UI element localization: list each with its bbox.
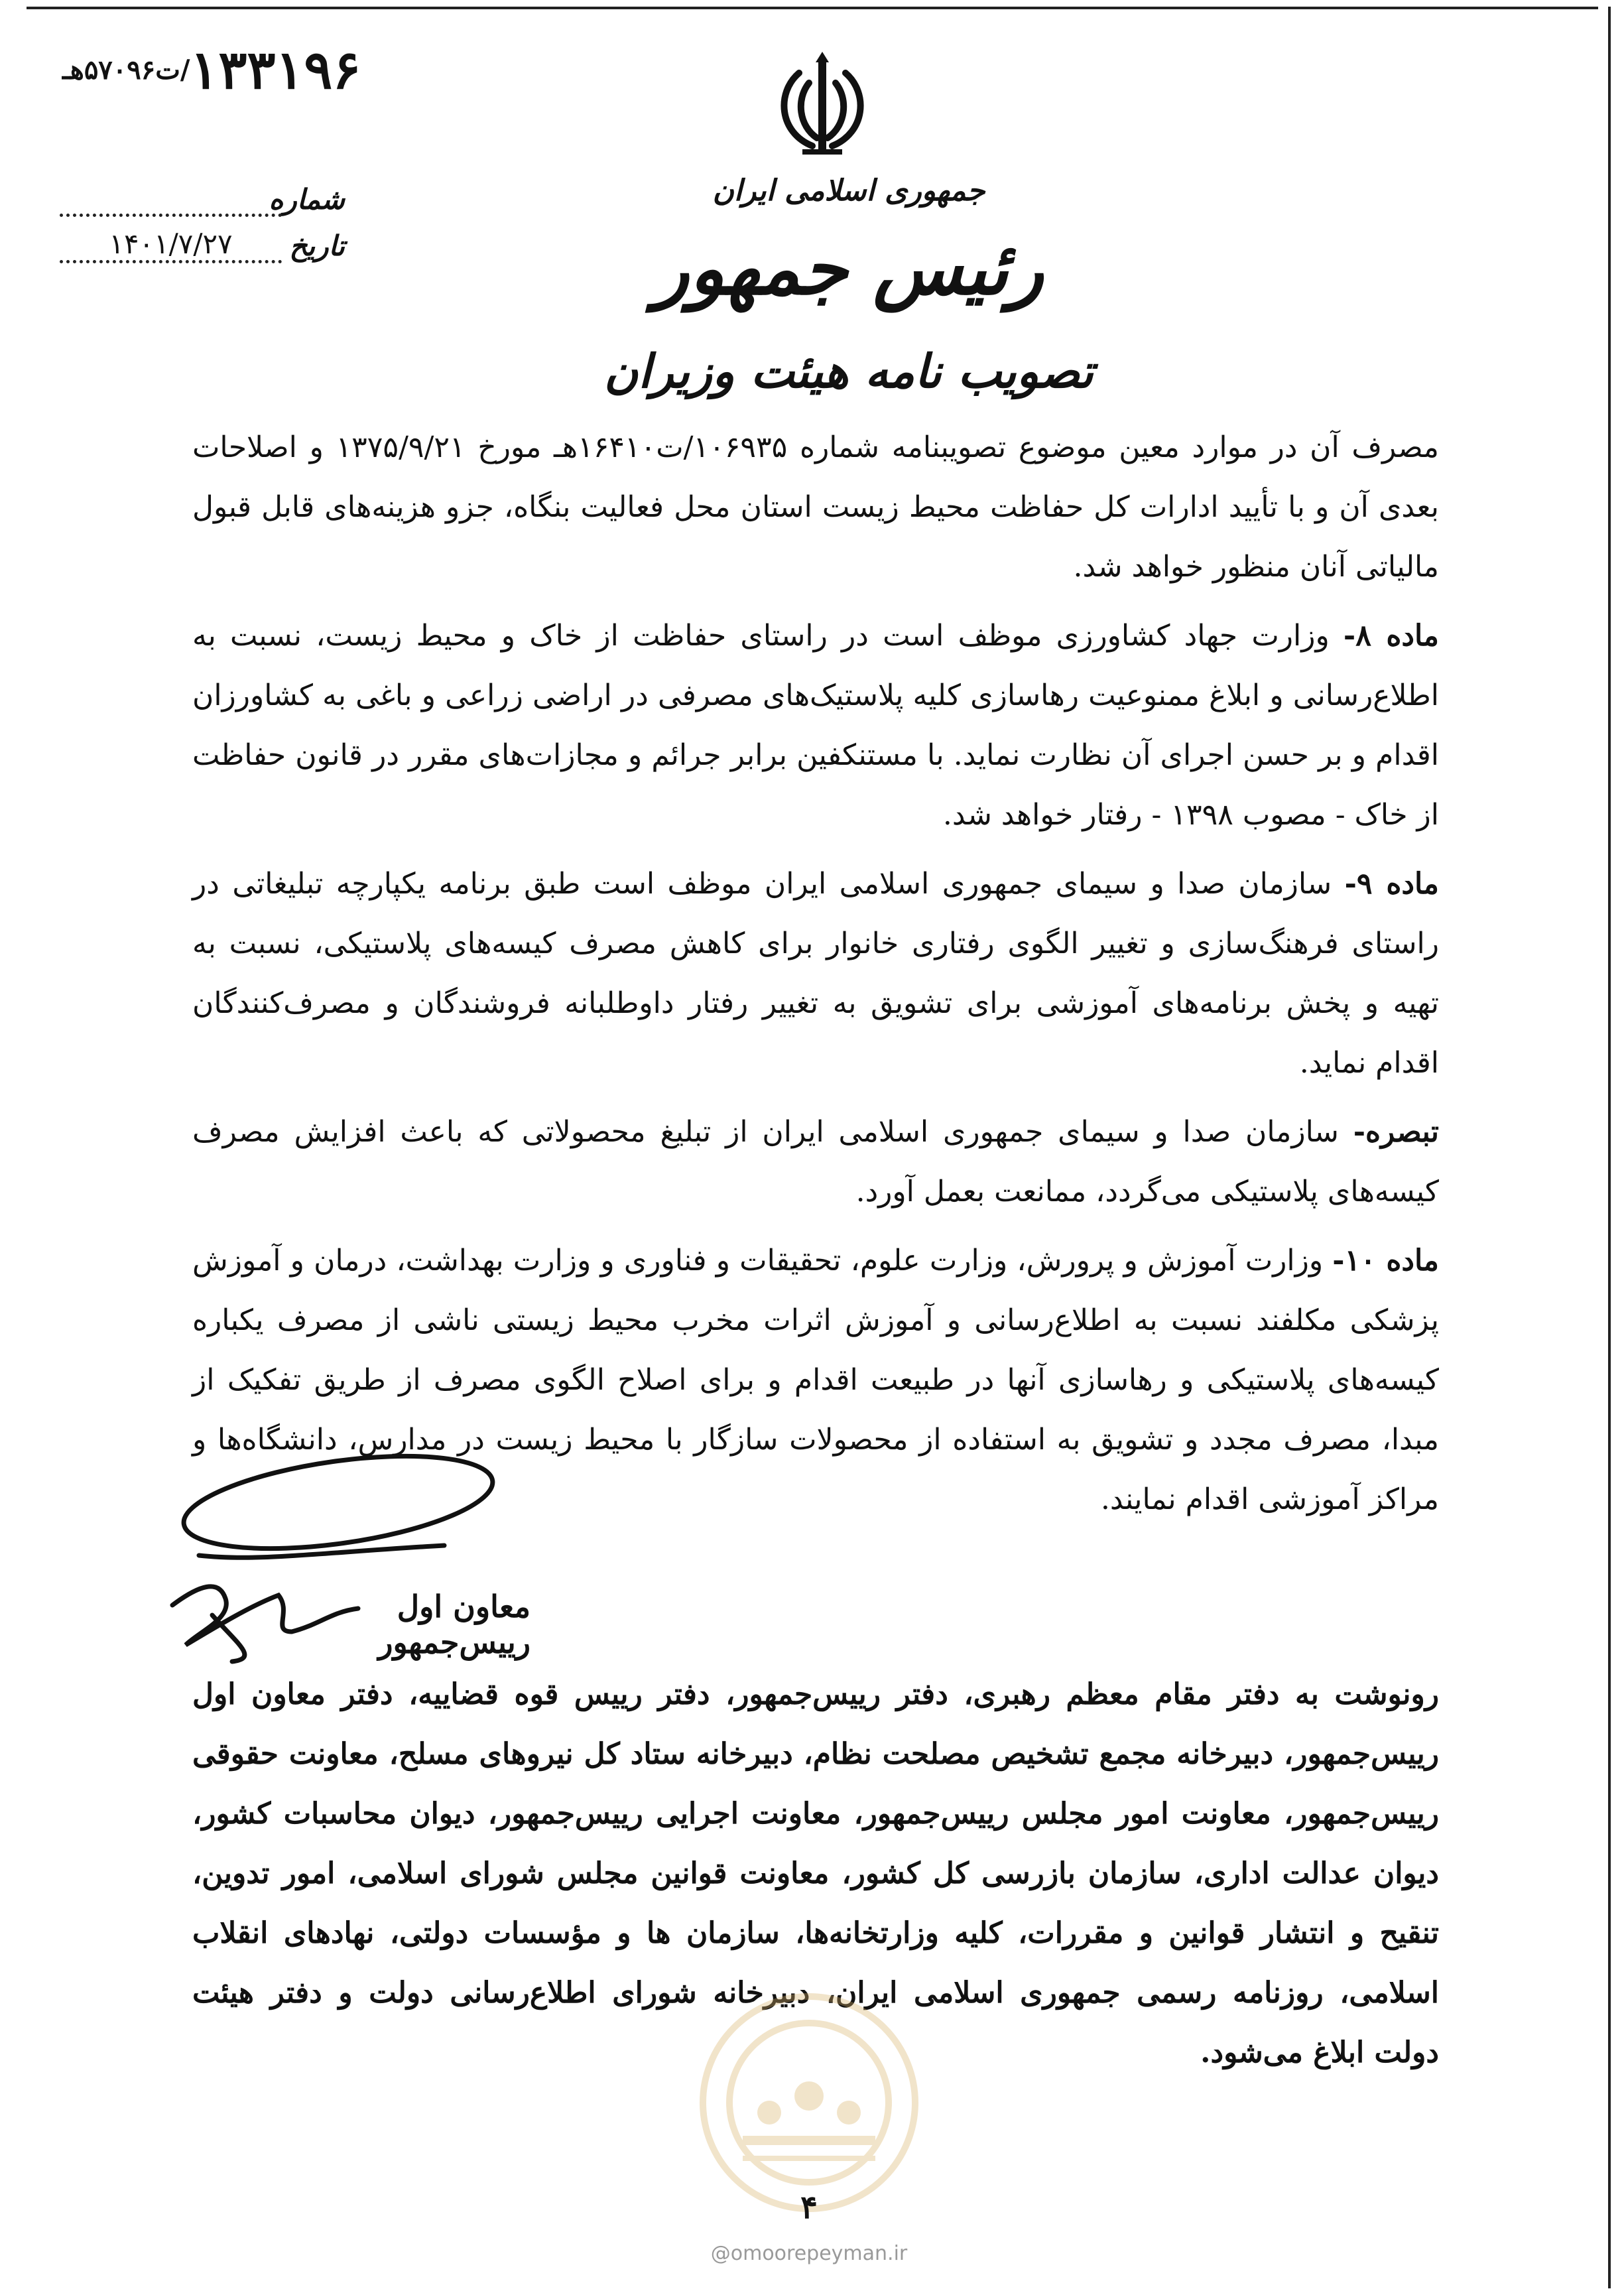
note-label: تبصره-	[1353, 1115, 1439, 1149]
decree-body	[192, 418, 1439, 1539]
paragraph-continuation: مصرف آن در موارد معین موضوع تصویبنامه شماره ۱۰۶۹۳۵/ت۱۶۴۱۰هـ مورخ ۱۳۷۵/۹/۲۱ و اصلاحات بعدی آن و با تأیید ادارات کل حفاظت محیط زیست استان محل فعالیت بنگاه، جزو هزینه‌های قابل قبول مالیاتی آنان منظور خواهد شد.	[192, 430, 1439, 584]
page-number: ۴	[800, 2189, 818, 2226]
header-office: رئیس جمهور	[654, 226, 1044, 311]
article-8	[192, 606, 1439, 845]
watermark-site: @omoorepeyman.ir	[710, 2242, 908, 2265]
seal-watermark-icon	[690, 1983, 928, 2222]
letter-meta	[60, 176, 345, 275]
article-9-text: سازمان صدا و سیمای جمهوری اسلامی ایران موظف است طبق برنامه یکپارچه تبلیغاتی در راستای فرهنگ‌سازی و تغییر الگوی رفتاری خانوار برای کاهش مصرف کیسه‌های پلاستیکی، نسبت به تهیه و پخش برنامه‌های آموزشی برای تشویق به تغییر رفتار داوطلبانه فروشندگان و مصرف‌کنندگان اقدام نماید.	[192, 867, 1439, 1080]
meta-number-row	[60, 176, 345, 222]
header-country: جمهوری اسلامی ایران	[712, 174, 985, 208]
article-9	[192, 854, 1439, 1093]
reference-number	[46, 33, 458, 106]
date-label: تاریخ	[289, 229, 345, 262]
right-border-line	[1608, 7, 1611, 2288]
note-text: سازمان صدا و سیمای جمهوری اسلامی ایران از تبلیغ محصولاتی که باعث افزایش مصرف کیسه‌های پلاستیکی می‌گردد، ممانعت بعمل آورد.	[192, 1115, 1439, 1209]
reference-main-number: ۱۳۳۱۹۶	[190, 38, 361, 101]
article-8-label: ماده ۸-	[1343, 619, 1439, 653]
carbon-copy-list: رونوشت به دفتر مقام معظم رهبری، دفتر رییس‌جمهور، دفتر رییس قوه قضاییه، دفتر معاون اول رییس‌جمهور، دبیرخانه مجمع تشخیص مصلحت نظام، دبیرخانه ستاد کل نیروهای مسلح، معاونت حقوقی رییس‌جمهور، معاونت امور مجلس رییس‌جمهور، معاونت اجرایی رییس‌جمهور، دیوان محاسبات کشور، دیوان عدالت اداری، سازمان بازرسی کل کشور، معاونت قوانین مجلس شورای اسلامی، امور تدوین، تنقیح و انتشار قوانین و مقررات، کلیه وزارتخانه‌ها، سازمان ها و مؤسسات دولتی، نهادهای انقلاب اسلامی، روزنامه رسمی جمهوری اسلامی ایران، دبیرخانه شورای اطلاع‌رسانی دولت و دفتر هیئت دولت ابلاغ می‌شود.	[192, 1677, 1439, 2069]
article-8-text: وزارت جهاد کشاورزی موظف است در راستای حفاظت از خاک و محیط زیست، نسبت به اطلاع‌رسانی و ابلاغ ممنوعیت رهاسازی کلیه پلاستیک‌های مصرفی در اراضی زراعی و باغی به کشاورزان اقدام و بر حسن اجرای آن نظارت نماید. با مستنکفین برابر جرائم و مجازات‌های مقرر در قانون حفاظت از خاک - مصوب ۱۳۹۸ - رفتار خواهد شد.	[192, 619, 1439, 832]
meta-date-row	[60, 222, 345, 269]
article-10-text: وزارت آموزش و پرورش، وزارت علوم، تحقیقات و فناوری و وزارت بهداشت، درمان و آموزش پزشکی مکلفند نسبت به اطلاع‌رسانی و آموزش اثرات مخرب محیط زیستی ناشی از مصرف یکباره کیسه‌های پلاستیکی و رهاسازی آنها در طبیعت اقدام و برای اصلاح الگوی مصرف از طریق تفکیک از مبدا، مصرف مجدد و تشویق به استفاده از محصولات سازگار با محیط زیست در مدارس، دانشگاه‌ها و مراکز آموزشی اقدام نمایند.	[192, 1244, 1439, 1516]
number-label: شماره	[269, 182, 345, 216]
number-value	[60, 182, 282, 217]
reference-code: /ت۵۷۰۹۶هـ	[62, 54, 190, 86]
article-9-note	[192, 1102, 1439, 1222]
article-10-label: ماده ۱۰-	[1332, 1244, 1439, 1278]
header-title: تصویب نامه هیئت وزیران	[604, 344, 1093, 399]
article-9-label: ماده ۹-	[1344, 867, 1439, 901]
date-value: ۱۴۰۱/۷/۲۷	[60, 228, 282, 263]
top-border-line	[27, 7, 1598, 9]
iran-emblem-icon	[763, 46, 882, 166]
signer-title: معاون اول رییس‌جمهور	[378, 1589, 531, 1660]
